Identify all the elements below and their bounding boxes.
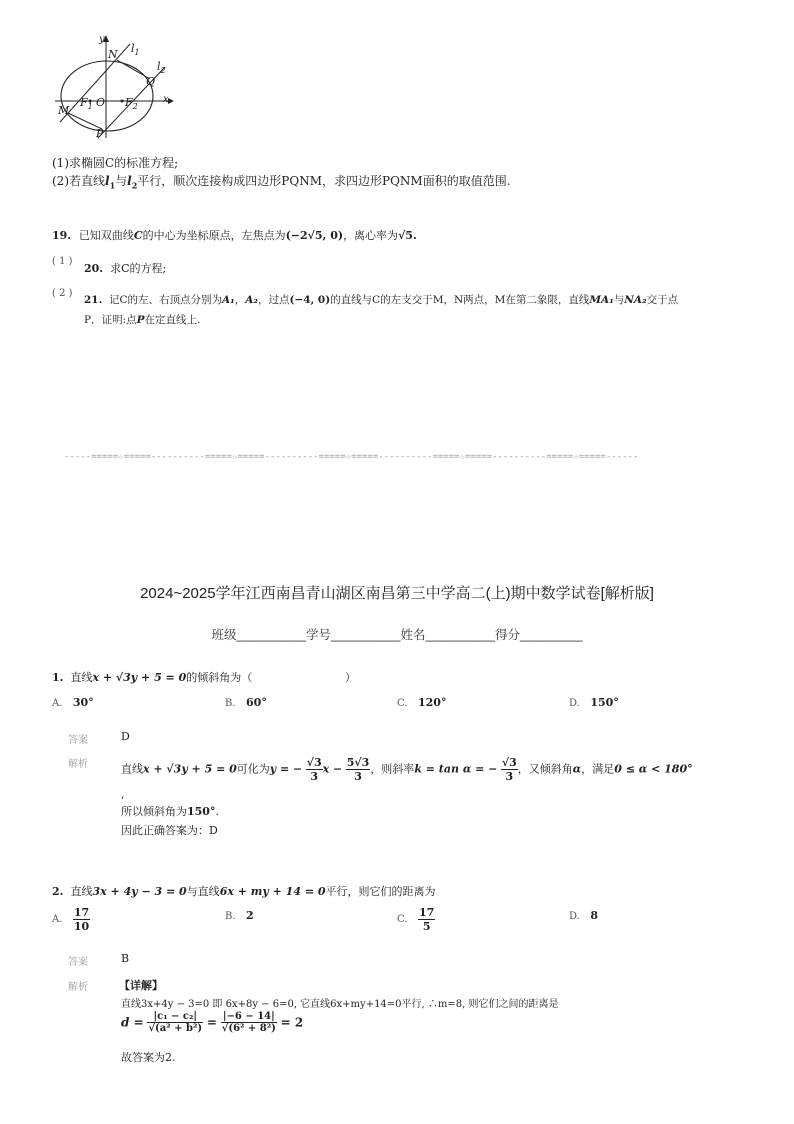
page-separator: -----=====☆=====----------=====☆=====----------=====☆=====----------=====☆=====----------=====☆=====------ [64, 452, 639, 462]
q21-line1: 21. 记C的左、右顶点分别为A₁，A₂，过点(−4, 0)的直线与C的左支交于M，N两点，M在第二象限，直线MA₁与NA₂交于点 [84, 294, 679, 306]
q20-tag: ( 1 ) [52, 256, 73, 267]
student-info-line: 班级__________学号__________姓名__________得分_________ [211, 628, 583, 642]
p2-answer: B [121, 952, 130, 965]
p1-analysis-line2: 所以倾斜角为150°. [121, 805, 219, 818]
label-m: M [58, 104, 70, 117]
label-q: Q [146, 75, 156, 88]
p1-option-b[interactable]: B. 60° [225, 696, 267, 709]
q18-part1: (1)求椭圆C的标准方程; [52, 156, 179, 170]
exam-title: 2024~2025学年江西南昌青山湖区南昌第三中学高二(上)期中数学试卷[解析版] [140, 585, 654, 602]
label-y: y [99, 34, 105, 45]
label-p: P [96, 127, 104, 140]
p2-analysis-label: 解析 [68, 982, 88, 993]
label-f2: $F_2$ [125, 96, 138, 112]
p2-analysis-head: 【详解】 [119, 979, 163, 992]
line-l1 [60, 44, 130, 122]
p1-option-a[interactable]: A. 30° [52, 696, 94, 709]
p1-analysis-comma: , [121, 788, 125, 801]
ellipse [61, 61, 156, 131]
p1-analysis-label: 解析 [68, 759, 88, 770]
label-x: x [163, 94, 169, 105]
p1-answer-label: 答案 [68, 735, 88, 746]
p2-analysis-last: 故答案为2. [121, 1051, 176, 1064]
label-o: O [96, 96, 106, 109]
p2-option-c[interactable]: C. $\frac{17}{5}$ [397, 906, 435, 933]
ellipse-figure [50, 30, 180, 142]
p2-analysis-line1: 直线3x+4y − 3=0 即 6x+8y − 6=0, 它直线6x+my+14=0平行, ∴m=8, 则它们之间的距离是 [121, 999, 559, 1010]
focus-f2 [121, 100, 124, 103]
p1-analysis-line3: 因此正确答案为：D [121, 824, 218, 837]
p1-option-c[interactable]: C. 120° [397, 696, 447, 709]
p1-analysis-line1: 直线x + √3y + 5 = 0可化为y = − $\frac{√3}{3}$ x − $\frac{5√3}{3}$ ，则斜率k = tan α = − $\frac{√3}{3}$ ，又倾斜角α，满足0 ≤ α < 180° [121, 756, 693, 783]
label-f1: $F_1$ [80, 96, 93, 112]
p2-option-b[interactable]: B. 2 [225, 909, 254, 922]
p1-answer: D [121, 730, 130, 743]
p1-stem: 1. 直线x + √3y + 5 = 0的倾斜角为（ [52, 671, 253, 684]
label-l2: $l_2$ [157, 60, 166, 76]
p2-option-a[interactable]: A. $\frac{17}{10}$ [52, 906, 90, 933]
label-n: N [108, 48, 118, 61]
q18-part2: (2)若直线$l_1$与$l_2$平行，顺次连接构成四边形PQNM，求四边形PQNM面积的取值范围. [52, 174, 511, 191]
q21-line2: P．证明:点P在定直线上. [84, 314, 201, 326]
q20-stem: 20. 求C的方程; [84, 262, 167, 275]
p2-stem: 2. 直线3x + 4y − 3 = 0与直线6x + my + 14 = 0平行，则它们的距离为 [52, 885, 436, 898]
q19-stem: 19. 已知双曲线C的中心为坐标原点，左焦点为(−2√5, 0)，离心率为√5. [52, 229, 417, 242]
p2-analysis-formula: d = $\frac{\text{|c₁ − c₂|}}{\text{√(a² + b²)}}$ = $\frac{|-6 - 14|}{\text{√(6² + 8²)}}$ = 2 [121, 1011, 304, 1034]
p2-answer-label: 答案 [68, 957, 88, 968]
label-l1: $l_1$ [131, 42, 140, 58]
p1-stem-close: ） [345, 671, 356, 684]
q21-tag: ( 2 ) [52, 288, 73, 299]
p2-option-d[interactable]: D. 8 [569, 909, 598, 922]
p1-option-d[interactable]: D. 150° [569, 696, 619, 709]
